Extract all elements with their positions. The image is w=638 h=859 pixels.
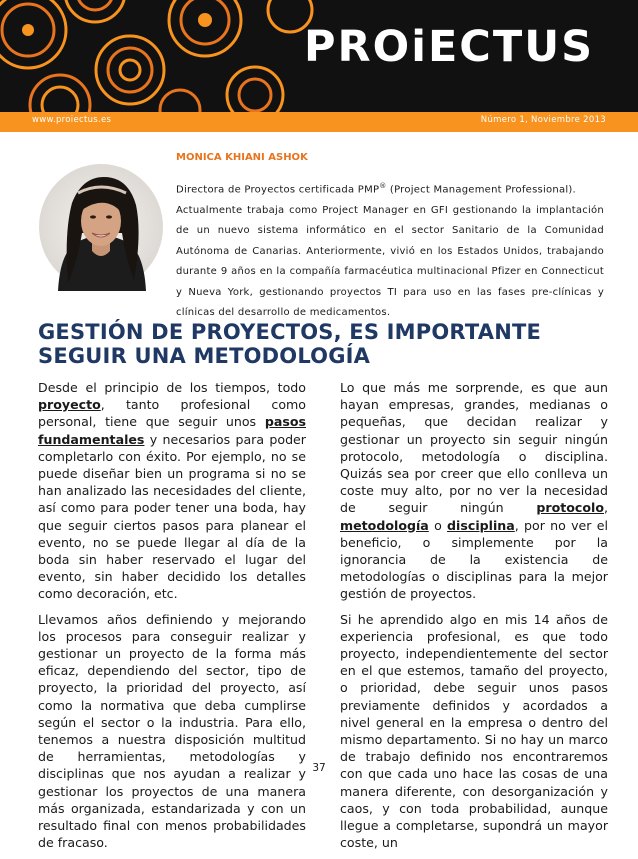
page-number: 37 (312, 762, 326, 774)
site-url-link[interactable]: www.proiectus.es (32, 115, 112, 125)
author-bio-line1: Directora de Proyectos certificada PMP® (Project Management Professional). (176, 182, 576, 196)
keyword-disciplina: disciplina (447, 517, 515, 533)
author-photo (38, 163, 164, 291)
article-column-right (340, 379, 608, 859)
article-title: GESTIÓN DE PROYECTOS, ES IMPORTANTE SEGUIR UNA METODOLOGÍA (38, 320, 542, 368)
issue-label: Número 1, Noviembre 2013 (480, 115, 606, 125)
article-column-left (38, 379, 306, 859)
keyword-protocolo: protocolo (536, 500, 604, 516)
author-bio (176, 176, 604, 324)
magazine-header (0, 0, 638, 112)
proiectus-logo[interactable]: PROiECTUS (304, 22, 595, 72)
article-paragraph-4: Si he aprendido algo en mis 14 años de experiencia profesional, es que todo proyecto, independientemente del sector en el que estemos, tamaño del proyecto, o prioridad, debe seguir unos pasos previamente definidos y acordados a nivel general en la empresa o dentro del mismo departamento. Si no hay un marco de trabajo definido nos encontraremos con que cada uno hace las cosas de una manera diferente, con desorganización y caos, y con toda probabilidad, aunque llegue a completarse, supondrá un mayor coste, un (340, 611, 608, 851)
author-bio-text: Actualmente trabaja como Project Manager en GFI gestionando la implantación de un nuevo sistema informático en el sector Sanitario de la Comunidad Autónoma de Canarias. Anteriormente, vivió en los Estados Unidos, trabajando durante 9 años en la compañía farmacéutica multinacional Pfizer en Connecticut y Nueva York, gestionando proyectos TI para uso en las fases pre-clínicas y clínicas del desarrollo de medicamentos. (176, 204, 604, 319)
article-paragraph-3: Lo que más me sorprende, es que aun hayan empresas, grandes, medianas o pequeñas, que decidan realizar y gestionar un proyecto sin seguir ningún protocolo, metodología o disciplina. Quizás sea por creer que ello conlleva un coste muy alto, por no ver la necesidad de seguir ningún protocolo, metodología o disciplina, por no ver el beneficio, o simplemente por la ignorancia de la existencia de metodologías o disciplinas para la mejor gestión de proyectos. (340, 380, 608, 602)
article-paragraph-1: Desde el principio de los tiempos, todo proyecto, tanto profesional como personal, tiene que seguir unos pasos fundamentales y necesarios para poder completarlo con éxito. Por ejemplo, no se puede diseñar bien un programa si no se han analizado las necesidades del cliente, así como para poder tener una boda, hay que seguir ciertos pasos para planear el evento, no se puede llegar al día de la boda sin haber reservado el lugar del evento, sin haber decidido los detalles como decoración, etc. (38, 380, 306, 602)
keyword-pasos-fundamentales: pasos fundamentales (38, 414, 306, 447)
article-paragraph-2: Llevamos años definiendo y mejorando los procesos para conseguir realizar y gestionar un proyecto de la forma más eficaz, dependiendo del sector, tipo de proyecto, la prioridad del proyecto, así como la normativa que deba cumplirse según el sector o la industria. Para ello, tenemos a nuestra disposición multitud de herramientas, metodologías y disciplinas que nos ayudan a realizar y gestionar los proyectos de una manera más organizada, estandarizada y con un resultado final con menos probabilidades de fracaso. (38, 611, 306, 851)
keyword-proyecto: proyecto (38, 397, 101, 413)
keyword-metodologia: metodología (340, 517, 429, 533)
author-name: MONICA KHIANI ASHOK (176, 152, 308, 163)
